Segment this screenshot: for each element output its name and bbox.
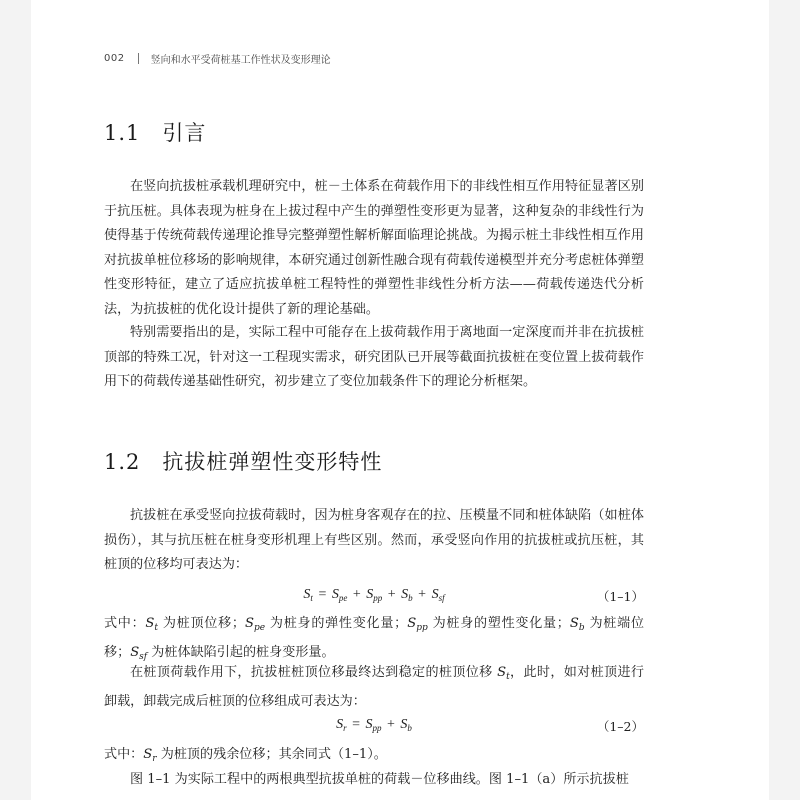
paragraph: 在竖向抗拔桩承载机理研究中，桩－土体系在荷载作用下的非线性相互作用特征显著区别于抗压桩。具体表现为桩身在上拔过程中产生的弹塑性变形更为显著，这种复杂的非线性行为使得基于传统荷载传递理论推导完整弹塑性解析解面临理论挑战。为揭示桩土非线性相互作用对抗拔单桩位移场的影响规律，本研究通过创新性融合现有荷载传递模型并充分考虑桩体弹塑性变形特征，建立了适应抗拔单桩工程特性的弹塑性非线性分析方法——荷载传递迭代分析法，为抗拔桩的优化设计提供了新的理论基础。 <box>104 179 644 317</box>
page-number: 002 <box>104 53 125 64</box>
equation-1-2 <box>104 717 644 741</box>
section-heading-1-2 <box>104 446 382 476</box>
section-title: 引言 <box>162 121 207 145</box>
book-page <box>31 0 769 800</box>
book-title: 竖向和水平受荷桩基工作性状及变形理论 <box>150 55 331 66</box>
paragraph: 在桩顶荷载作用下，抗拔桩桩顶位移最终达到稳定的桩顶位移 $S_t$，此时，如对桩顶进行卸载，卸载完成后桩顶的位移组成可表达为： <box>104 665 644 709</box>
equation-expression: $S_r = S_{pp} + S_b$ <box>336 717 412 733</box>
paragraph: 图 1–1 为实际工程中的两根典型抗拔单桩的荷载－位移曲线。图 1–1（a）所示抗拔桩 <box>130 772 629 787</box>
equation-number: （1–2） <box>596 719 644 734</box>
equation-expression: $S_t = S_{pe} + S_{pp} + S_b + S_{sf}$ <box>303 587 445 603</box>
paragraph: 特别需要指出的是，实际工程中可能存在上拔荷载作用于离地面一定深度而并非在抗拔桩顶部的特殊工况，针对这一工程现实需求，研究团队已开展等截面抗拔桩在变位置上拔荷载作用下的荷载传递基础性研究，初步建立了变位加载条件下的理论分析框架。 <box>104 325 644 389</box>
section-title: 抗拔桩弹塑性变形特性 <box>162 450 383 474</box>
equation-1-1 <box>104 587 644 611</box>
section-number: 1.2 <box>104 450 141 474</box>
section-number: 1.1 <box>104 121 141 145</box>
running-header <box>104 51 331 66</box>
equation-legend: 式中：$S_r$ 为桩顶的残余位移；其余同式（1–1）。 <box>104 747 387 764</box>
equation-number: （1–1） <box>596 589 644 604</box>
section-heading-1-1 <box>104 117 206 147</box>
header-divider <box>138 53 139 64</box>
equation-legend: 式中：$S_t$ 为桩顶位移；$S_{pe}$ 为桩身的弹性变化量；$S_{pp}$ 为桩身的塑性变化量；$S_b$ 为桩端位移；$S_{sf}$ 为桩体缺陷引起的桩身变形量。 <box>104 616 644 662</box>
paragraph: 抗拔桩在承受竖向拉拔荷载时，因为桩身客观存在的拉、压模量不同和桩体缺陷（如桩体损伤），其与抗压桩在桩身变形机理上有些区别。然而，承受竖向作用的抗拔桩或抗压桩，其桩顶的位移均可表达为： <box>104 508 644 572</box>
